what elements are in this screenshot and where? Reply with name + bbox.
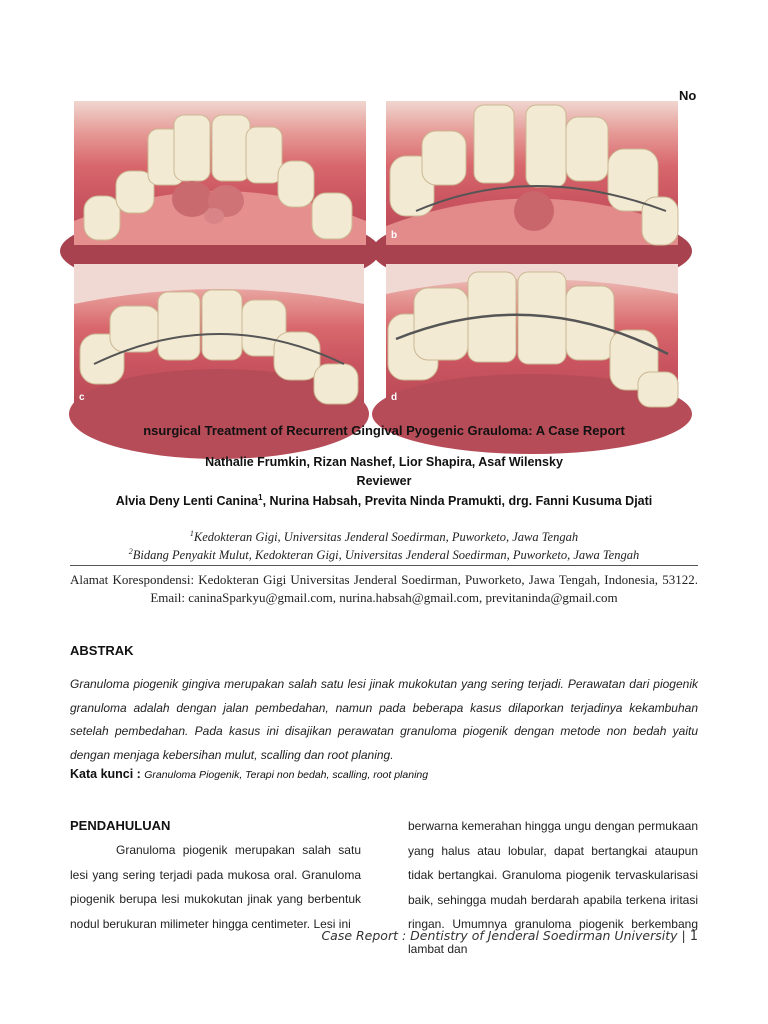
clinical-photo-b — [386, 101, 678, 245]
panel-letter: c — [79, 392, 85, 403]
keywords-label: Kata kunci : — [70, 767, 141, 781]
clinical-photo-c — [74, 264, 364, 407]
affiliation-text: Bidang Penyakit Mulut, Kedokteran Gigi, Universitas Jenderal Soedirman, Puworketo, Jawa Tengah — [132, 548, 640, 563]
author-list: Nathalie Frumkin, Rizan Nashef, Lior Shapira, Asaf Wilensky — [205, 455, 563, 469]
keywords-list: Granuloma Piogenik, Terapi non bedah, scalling, root planing — [144, 769, 429, 781]
corner-label: No — [679, 88, 697, 103]
intro-column-right: berwarna kemerahan hingga ungu dengan permukaan yang halus atau lobular, dapat bertangkai ataupun tidak bertangkai. Granuloma piogenik tervaskularisasi baik, sehingga mudah berdarah apabila terkena iritasi ringan. Umumnya granuloma piogenik berkembang lambat dan — [408, 819, 698, 956]
panel-letter: b — [391, 230, 398, 241]
teeth-illustration — [74, 264, 364, 407]
intro-column-left: Granuloma piogenik merupakan salah satu lesi yang sering terjadi pada mukosa oral. Granuloma piogenik berupa lesi mukokutan jinak yang berbentuk nodul berukuran milimeter hingga centimeter. Lesi ini — [70, 843, 361, 931]
reviewer-first-name: Alvia Deny Lenti Canina — [115, 494, 259, 509]
journal-name: Case Report : Dentistry of Jenderal Soedirman University — [321, 928, 678, 943]
affiliation-1 — [0, 529, 768, 545]
divider — [70, 565, 698, 566]
correspondence-address: Alamat Korespondensi: Kedokteran Gigi Universitas Jenderal Soedirman, Puworketo, Jawa Tengah, Indonesia, 53122. Email: caninaSparkyu@gmail.com, nurina.habsah@gmail.com, previtaninda@gmail.com — [70, 572, 698, 605]
abstract-body: Granuloma piogenik gingiva merupakan salah satu lesi jinak mukokutan yang sering terjadi. Perawatan dari piogenik granuloma adalah dengan jalan pembedahan, namun pada beberapa kasus dilaporkan terjadinya kekambuhan setelah pembedahan. Pada kasus ini disajikan perawatan granuloma piogenik dengan metode non bedah yaitu dengan menjaga kebersihan mulut, scalling dan root planing. — [70, 677, 698, 762]
teeth-illustration — [386, 101, 678, 245]
affiliation-mark: 1 — [189, 529, 194, 538]
clinical-photo-a — [74, 101, 366, 245]
affiliation-mark: 2 — [128, 547, 133, 556]
reviewer-affiliation-mark: 1 — [258, 493, 263, 502]
footer-separator: | — [681, 928, 686, 943]
intro-heading: PENDAHULUAN — [70, 818, 171, 833]
reviewer-list — [0, 493, 768, 508]
paper-title: nsurgical Treatment of Recurrent Gingival Pyogenic Grauloma: A Case Report — [143, 423, 625, 438]
page-footer — [321, 928, 698, 944]
reviewer-heading: Reviewer — [356, 474, 412, 488]
teeth-illustration — [386, 264, 678, 407]
teeth-illustration — [74, 101, 366, 245]
affiliation-2 — [0, 547, 768, 563]
abstract-heading: ABSTRAK — [70, 643, 134, 658]
clinical-photo-d — [386, 264, 678, 407]
affiliation-text: Kedokteran Gigi, Universitas Jenderal Soedirman, Puworketo, Jawa Tengah — [193, 530, 579, 545]
panel-letter: d — [391, 392, 398, 403]
page-number: 1 — [689, 929, 698, 944]
keywords — [70, 767, 428, 781]
reviewer-rest: , Nurina Habsah, Previta Ninda Pramukti, drg. Fanni Kusuma Djati — [262, 494, 653, 509]
